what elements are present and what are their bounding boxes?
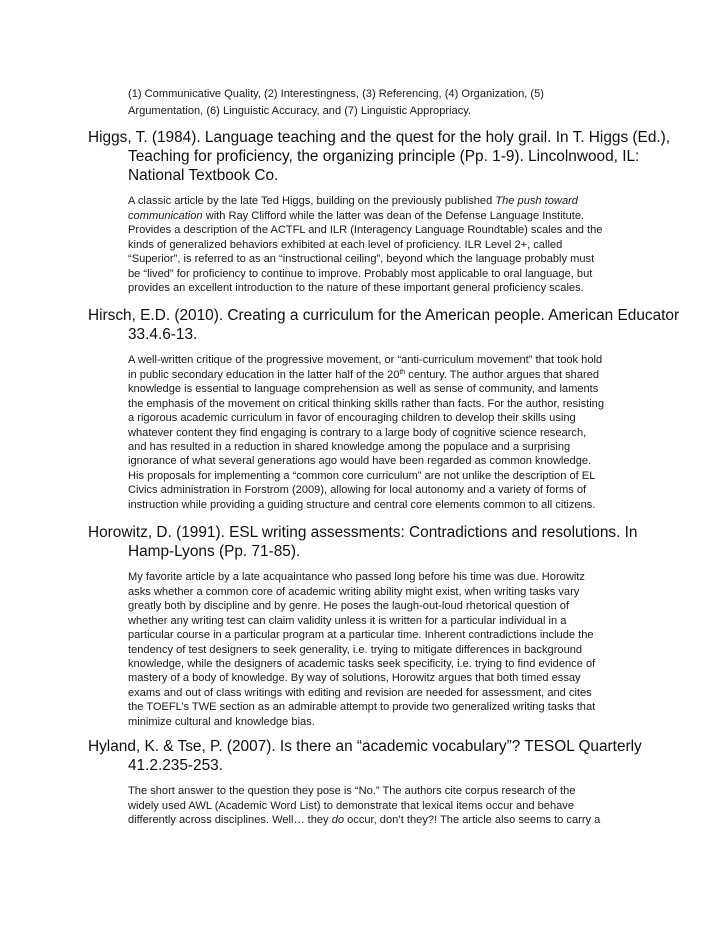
annotation-line: ignorance of what several generations ago would have been regarded as common knowledge.	[128, 455, 592, 468]
annotation-line: whatever content they find engaging is contrary to a large body of cognitive science research,	[128, 426, 587, 439]
citation-line: Higgs, T. (1984). Language teaching and the quest for the holy grail. In T. Higgs (Ed.),	[88, 129, 671, 146]
annotation-line: be “lived” for proficiency to continue to improve. Probably most applicable to oral language, but	[128, 267, 593, 280]
annotation-line: knowledge, while the designers of academic tasks seek specificity, i.e. trying to find evidence of	[128, 658, 596, 670]
annotation	[88, 570, 637, 729]
annotation-line: His proposals for implementing a “common core curriculum” are not unlike the description of EL	[128, 469, 596, 482]
annotation-line: kinds of generalized behaviors exhibited at each level of proficiency. ILR Level 2+, called	[128, 238, 563, 251]
annotation-line: A well-written critique of the progressive movement, or “anti-curriculum movement” that took hold	[128, 354, 603, 367]
annotation-line: A classic article by the late Ted Higgs, building on the previously published The push toward	[128, 195, 578, 208]
annotation-line: differently across disciplines. Well… they do occur, don’t they?! The article also seems to carry a	[128, 814, 601, 827]
annotation-line: widely used AWL (Academic Word List) to demonstrate that lexical items occur and behave	[128, 799, 575, 812]
citation-line: Hamp-Lyons (Pp. 71-85).	[128, 543, 301, 561]
annotation-line: instruction while providing a guiding structure and central core elements common to all citizens.	[128, 498, 596, 511]
annotation-line: mastery of a body of knowledge. By way of solutions, Horowitz argues that both timed essay	[128, 672, 581, 685]
italic-emphasis: do	[331, 814, 345, 827]
annotation-line: a rigorous academic curriculum in favor of encouraging children to develop their skills using	[128, 412, 576, 425]
annotation-line: and has resulted in a reduction in shared knowledge among the populace and a surprising	[128, 441, 571, 453]
annotation-line: My favorite article by a late acquaintance who passed long before his time was due. Horowitz	[128, 571, 585, 584]
annotation-line: the TOEFL’s TWE section as an admirable attempt to provide two generalized writing tasks that	[128, 701, 596, 714]
annotation-line: particular course in a particular program at a particular time. Inherent contradictions include the	[128, 629, 594, 642]
annotation-line: communication with Ray Clifford while the latter was dean of the Defense Language Institute.	[128, 209, 585, 222]
superscript: th	[399, 368, 406, 376]
bib-entry-hirsch	[88, 306, 679, 512]
annotation-line: in public secondary education in the latter half of the 20th century. The author argues that shared	[128, 368, 600, 381]
bib-entry-higgs	[88, 128, 670, 296]
citation-line: Horowitz, D. (1991). ESL writing assessments: Contradictions and resolutions. In	[88, 524, 638, 541]
annotation-line: the emphasis of the movement on critical thinking skills rather than facts. For the author, resisting	[128, 397, 605, 410]
annotation	[88, 194, 670, 295]
annotation-line: tendency of test designers to seek generality, i.e. trying to mitigate differences in background	[128, 643, 583, 656]
annotation-line: minimize cultural and knowledge bias.	[128, 715, 315, 728]
annotation-line: greatly both by discipline and by genre. He poses the laugh-out-loud rhetorical question of	[128, 600, 569, 613]
annotation-line: “Superior”, is referred to as an “instructional ceiling”, beyond which the language probably must	[128, 253, 595, 266]
continuation-line-2: Argumentation, (6) Linguistic Accuracy, and (7) Linguistic Appropriacy.	[128, 104, 472, 117]
citation-line: 33.4.6-13.	[128, 326, 198, 344]
italic-title: communication	[128, 209, 203, 222]
annotation	[88, 353, 679, 512]
annotation-line: whether any writing test can claim validity unless it is written for a particular individual in a	[128, 614, 567, 627]
annotation-line: Civics administration in Forstrom (2009), allowing for local autonomy and a variety of forms of	[128, 484, 587, 497]
bib-entry-hyland	[88, 737, 642, 828]
annotation-line: provides an excellent introduction to the nature of these important general proficiency scales.	[128, 282, 584, 295]
annotation-line: The short answer to the question they pose is “No.” The authors cite corpus research of the	[128, 785, 576, 798]
annotation	[88, 784, 642, 827]
citation-line: National Textbook Co.	[128, 167, 279, 185]
citation-line: Teaching for proficiency, the organizing principle (Pp. 1-9). Lincolnwood, IL:	[128, 148, 640, 166]
annotation-line: asks whether a common core of academic writing ability might exist, when writing tasks vary	[128, 585, 580, 598]
annotation-line: exams and out of class writings with editing and revision are needed for assessment, and cites	[128, 686, 592, 699]
citation-line: Hyland, K. & Tse, P. (2007). Is there an “academic vocabulary”? TESOL Quarterly	[88, 738, 642, 755]
continuation-line-1: (1) Communicative Quality, (2) Interestingness, (3) Referencing, (4) Organization, (5)	[128, 88, 544, 100]
annotation-line: knowledge is essential to language comprehension as well as sense of community, and laments	[128, 383, 599, 396]
italic-title: The push toward	[495, 195, 578, 208]
citation-line: 41.2.235-253.	[128, 757, 223, 775]
annotation-line: Provides a description of the ACTFL and ILR (Interagency Language Roundtable) scales and the	[128, 224, 603, 237]
bib-entry-horowitz	[88, 523, 637, 729]
citation-line: Hirsch, E.D. (2010). Creating a curriculum for the American people. American Educator	[88, 307, 680, 324]
